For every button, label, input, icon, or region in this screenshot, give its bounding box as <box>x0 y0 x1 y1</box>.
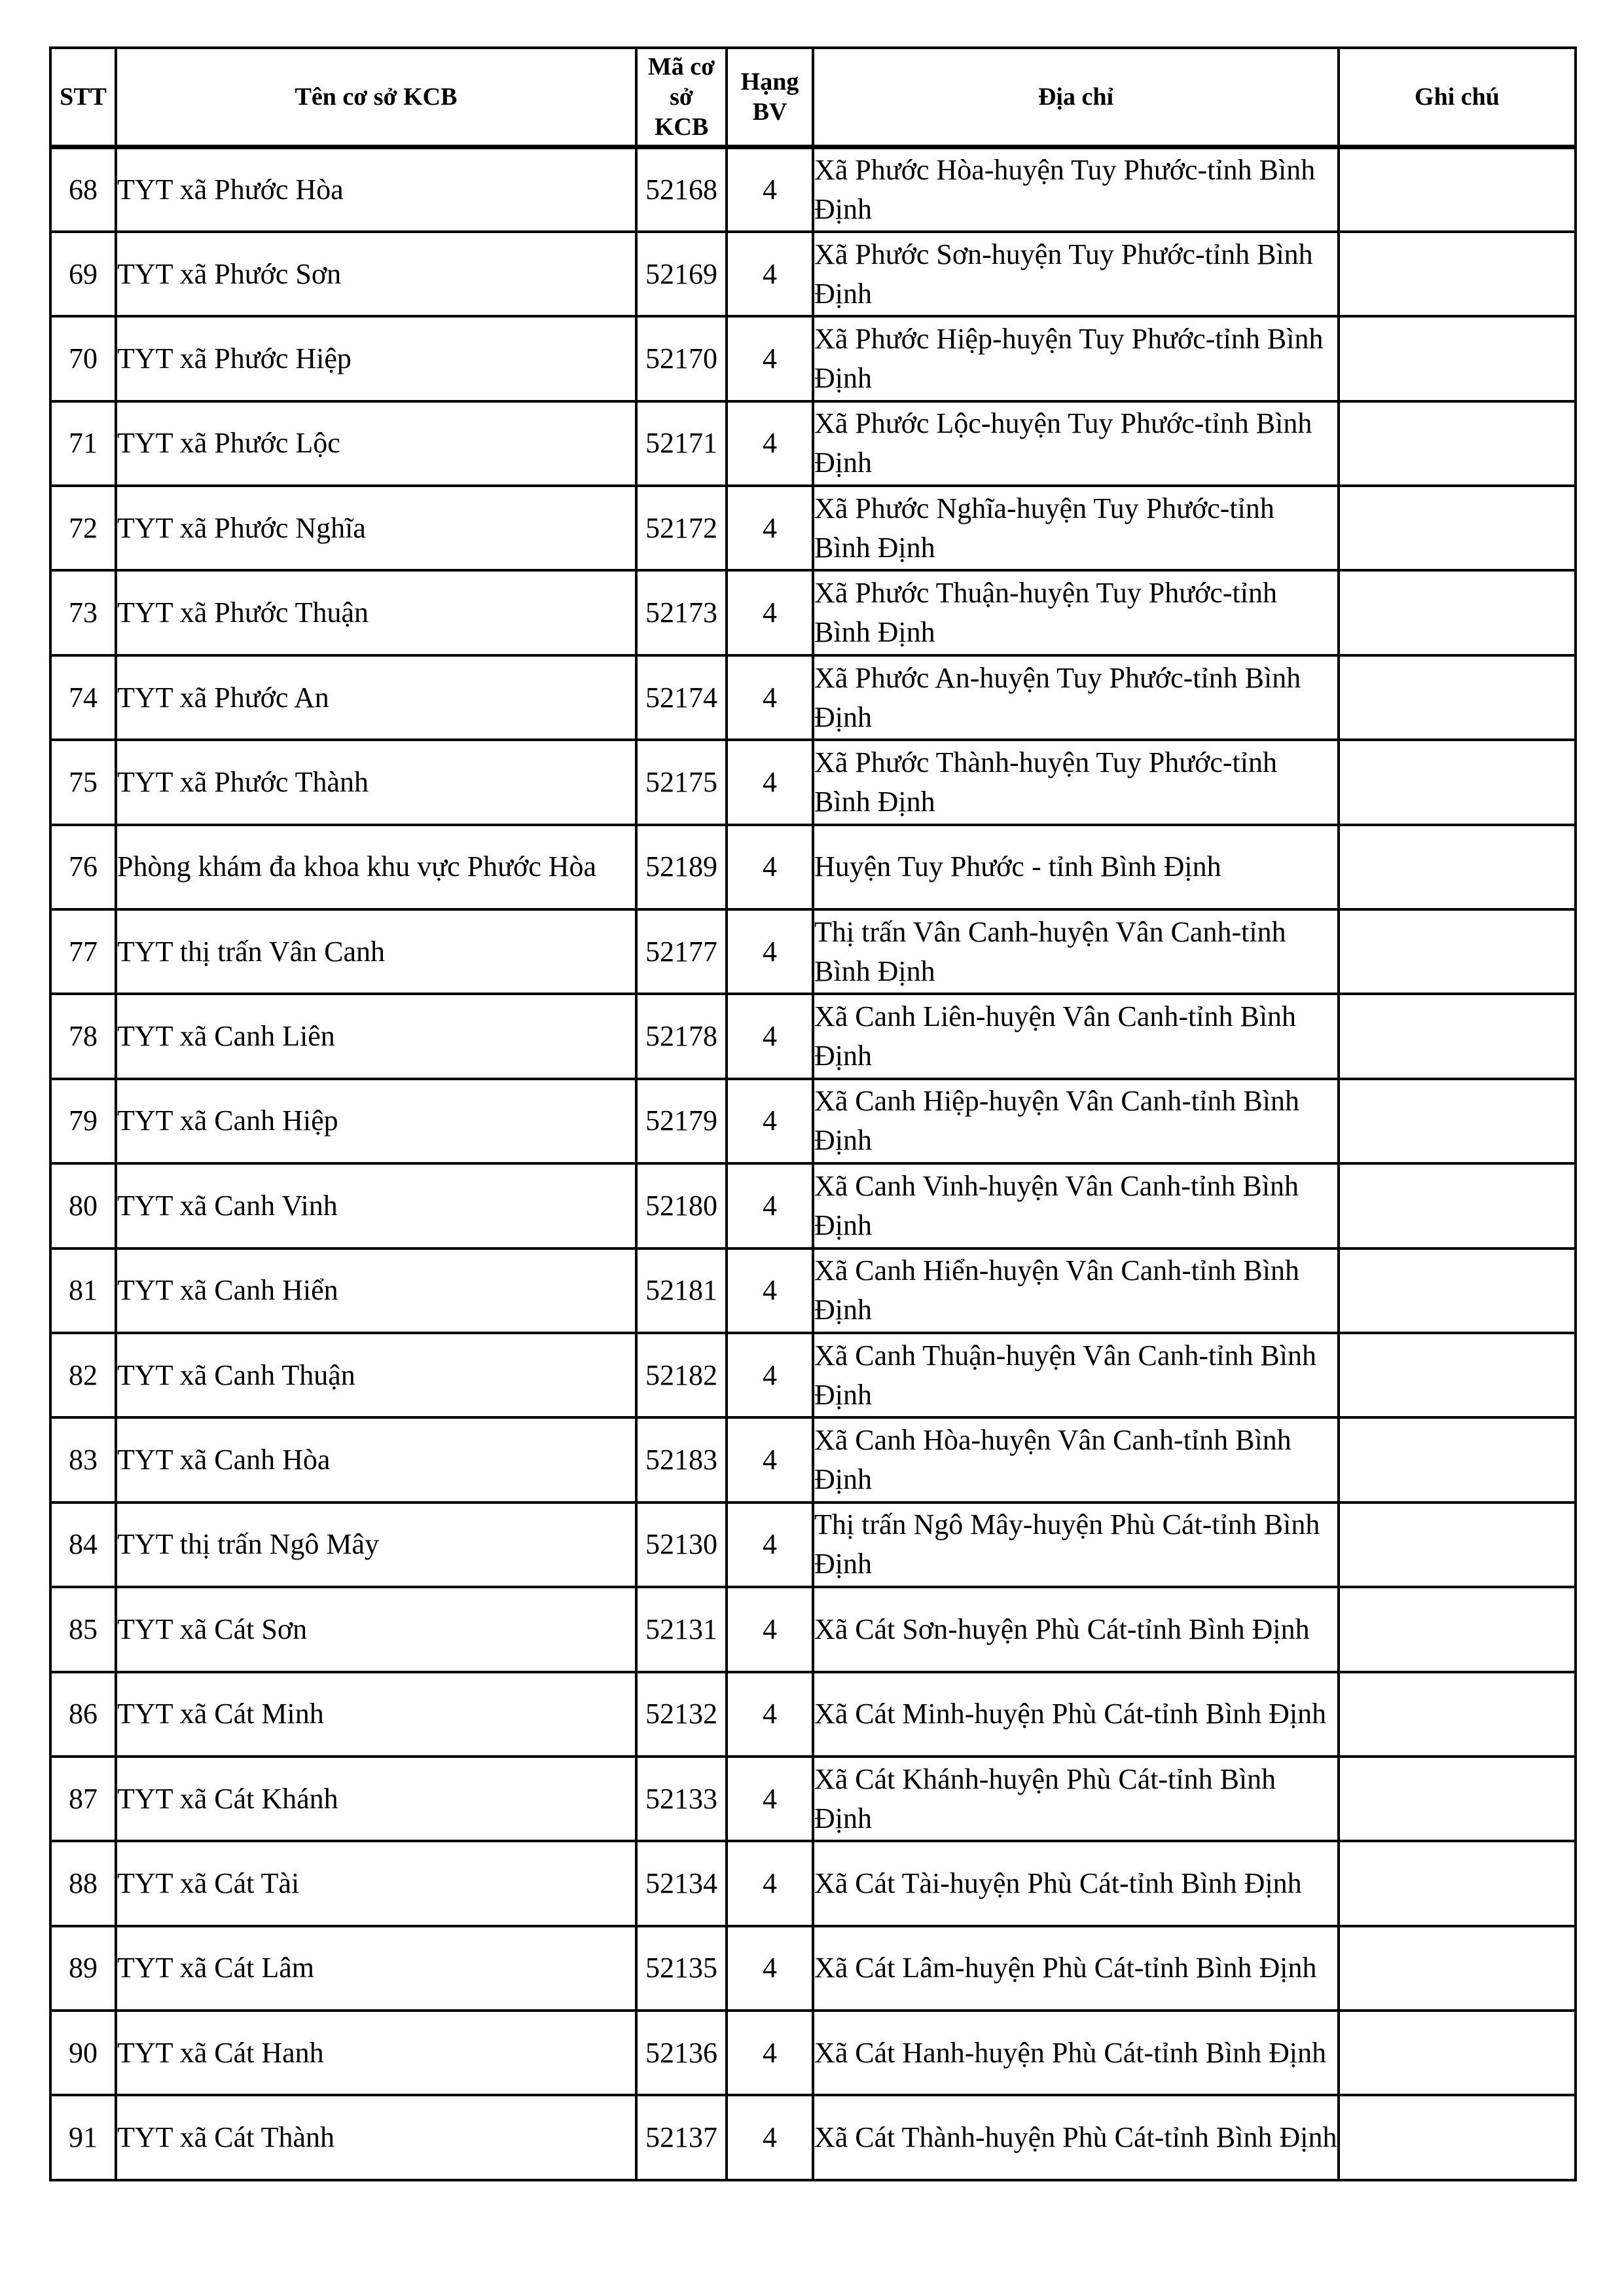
cell-name: TYT xã Cát Hanh <box>116 2011 636 2095</box>
table-row <box>50 1503 1576 1587</box>
cell-address: Xã Phước An-huyện Tuy Phước-tỉnh Bình Định <box>813 655 1339 740</box>
cell-note <box>1339 740 1576 824</box>
cell-address: Xã Canh Thuận-huyện Vân Canh-tỉnh Bình Định <box>813 1333 1339 1417</box>
cell-code: 52189 <box>636 825 727 909</box>
cell-code: 52134 <box>636 1841 727 1925</box>
cell-code: 52169 <box>636 232 727 316</box>
cell-rank: 4 <box>727 232 813 316</box>
cell-name: TYT xã Cát Tài <box>116 1841 636 1925</box>
cell-name: TYT xã Phước Thành <box>116 740 636 824</box>
cell-code: 52171 <box>636 401 727 486</box>
cell-code: 52172 <box>636 486 727 570</box>
cell-rank: 4 <box>727 316 813 401</box>
cell-address: Xã Phước Hòa-huyện Tuy Phước-tỉnh Bình Định <box>813 147 1339 232</box>
cell-stt: 74 <box>50 655 116 740</box>
cell-rank: 4 <box>727 147 813 232</box>
cell-rank: 4 <box>727 994 813 1078</box>
cell-name: TYT xã Canh Liên <box>116 994 636 1078</box>
cell-rank: 4 <box>727 655 813 740</box>
cell-name: TYT xã Phước Nghĩa <box>116 486 636 570</box>
facility-table <box>49 46 1577 2181</box>
cell-note <box>1339 486 1576 570</box>
cell-address: Xã Phước Hiệp-huyện Tuy Phước-tỉnh Bình Định <box>813 316 1339 401</box>
table-row <box>50 655 1576 740</box>
cell-stt: 76 <box>50 825 116 909</box>
cell-name: Phòng khám đa khoa khu vực Phước Hòa <box>116 825 636 909</box>
cell-rank: 4 <box>727 1587 813 1671</box>
cell-stt: 91 <box>50 2095 116 2179</box>
table-row <box>50 1333 1576 1417</box>
cell-rank: 4 <box>727 401 813 486</box>
cell-note <box>1339 2011 1576 2095</box>
cell-address: Xã Cát Lâm-huyện Phù Cát-tỉnh Bình Định <box>813 1926 1339 2011</box>
cell-stt: 86 <box>50 1672 116 1757</box>
cell-rank: 4 <box>727 1417 813 1502</box>
cell-code: 52136 <box>636 2011 727 2095</box>
cell-note <box>1339 570 1576 655</box>
cell-rank: 4 <box>727 2095 813 2179</box>
cell-stt: 80 <box>50 1163 116 1248</box>
cell-code: 52183 <box>636 1417 727 1502</box>
cell-name: TYT xã Cát Khánh <box>116 1757 636 1841</box>
table-row <box>50 147 1576 232</box>
cell-stt: 81 <box>50 1248 116 1333</box>
cell-code: 52173 <box>636 570 727 655</box>
cell-address: Xã Canh Hiệp-huyện Vân Canh-tỉnh Bình Định <box>813 1079 1339 1163</box>
cell-note <box>1339 1757 1576 1841</box>
cell-stt: 72 <box>50 486 116 570</box>
cell-code: 52131 <box>636 1587 727 1671</box>
cell-address: Xã Phước Nghĩa-huyện Tuy Phước-tỉnh Bình Định <box>813 486 1339 570</box>
cell-note <box>1339 1503 1576 1587</box>
cell-name: TYT xã Canh Hiệp <box>116 1079 636 1163</box>
header-name: Tên cơ sở KCB <box>116 48 636 147</box>
table-row <box>50 825 1576 909</box>
cell-code: 52168 <box>636 147 727 232</box>
cell-note <box>1339 401 1576 486</box>
cell-address: Xã Cát Hanh-huyện Phù Cát-tỉnh Bình Định <box>813 2011 1339 2095</box>
cell-code: 52180 <box>636 1163 727 1248</box>
cell-code: 52182 <box>636 1333 727 1417</box>
cell-note <box>1339 1672 1576 1757</box>
table-row <box>50 909 1576 994</box>
cell-address: Xã Canh Hiển-huyện Vân Canh-tỉnh Bình Định <box>813 1248 1339 1333</box>
cell-code: 52170 <box>636 316 727 401</box>
cell-address: Huyện Tuy Phước - tỉnh Bình Định <box>813 825 1339 909</box>
cell-address: Thị trấn Ngô Mây-huyện Phù Cát-tỉnh Bình Định <box>813 1503 1339 1587</box>
cell-stt: 73 <box>50 570 116 655</box>
cell-note <box>1339 316 1576 401</box>
cell-note <box>1339 1079 1576 1163</box>
cell-name: TYT xã Canh Hòa <box>116 1417 636 1502</box>
cell-name: TYT xã Cát Sơn <box>116 1587 636 1671</box>
cell-stt: 69 <box>50 232 116 316</box>
cell-name: TYT xã Canh Vinh <box>116 1163 636 1248</box>
table-row <box>50 1926 1576 2011</box>
cell-rank: 4 <box>727 486 813 570</box>
header-row <box>50 48 1576 147</box>
cell-code: 52130 <box>636 1503 727 1587</box>
header-rank-text: Hạng BV <box>740 68 799 126</box>
table-row <box>50 1163 1576 1248</box>
header-stt: STT <box>50 48 116 147</box>
cell-address: Xã Phước Thuận-huyện Tuy Phước-tỉnh Bình Định <box>813 570 1339 655</box>
cell-note <box>1339 1333 1576 1417</box>
cell-rank: 4 <box>727 1248 813 1333</box>
cell-note <box>1339 1163 1576 1248</box>
cell-rank: 4 <box>727 570 813 655</box>
table-row <box>50 1248 1576 1333</box>
cell-address: Xã Canh Vinh-huyện Vân Canh-tỉnh Bình Định <box>813 1163 1339 1248</box>
cell-stt: 75 <box>50 740 116 824</box>
table-row <box>50 1417 1576 1502</box>
cell-rank: 4 <box>727 1757 813 1841</box>
table-row <box>50 1757 1576 1841</box>
header-note: Ghi chú <box>1339 48 1576 147</box>
table-row <box>50 570 1576 655</box>
cell-rank: 4 <box>727 1672 813 1757</box>
cell-note <box>1339 1926 1576 2011</box>
cell-address: Xã Canh Liên-huyện Vân Canh-tỉnh Bình Định <box>813 994 1339 1078</box>
cell-name: TYT thị trấn Vân Canh <box>116 909 636 994</box>
table-row <box>50 232 1576 316</box>
cell-note <box>1339 909 1576 994</box>
cell-stt: 90 <box>50 2011 116 2095</box>
table-row <box>50 401 1576 486</box>
cell-stt: 89 <box>50 1926 116 2011</box>
cell-stt: 70 <box>50 316 116 401</box>
cell-rank: 4 <box>727 1079 813 1163</box>
cell-stt: 87 <box>50 1757 116 1841</box>
cell-address: Xã Phước Lộc-huyện Tuy Phước-tỉnh Bình Định <box>813 401 1339 486</box>
cell-address: Xã Phước Sơn-huyện Tuy Phước-tỉnh Bình Định <box>813 232 1339 316</box>
cell-stt: 77 <box>50 909 116 994</box>
cell-code: 52132 <box>636 1672 727 1757</box>
table-row <box>50 316 1576 401</box>
cell-stt: 68 <box>50 147 116 232</box>
cell-address: Thị trấn Vân Canh-huyện Vân Canh-tỉnh Bình Định <box>813 909 1339 994</box>
cell-note <box>1339 1417 1576 1502</box>
cell-name: TYT xã Canh Hiển <box>116 1248 636 1333</box>
cell-rank: 4 <box>727 1503 813 1587</box>
table-row <box>50 1079 1576 1163</box>
cell-address: Xã Cát Minh-huyện Phù Cát-tỉnh Bình Định <box>813 1672 1339 1757</box>
cell-code: 52179 <box>636 1079 727 1163</box>
header-code-text: Mã cơ sở KCB <box>647 53 715 141</box>
cell-note <box>1339 1841 1576 1925</box>
cell-rank: 4 <box>727 1926 813 2011</box>
table-row <box>50 1841 1576 1925</box>
cell-code: 52135 <box>636 1926 727 2011</box>
cell-code: 52181 <box>636 1248 727 1333</box>
cell-stt: 82 <box>50 1333 116 1417</box>
cell-address: Xã Cát Sơn-huyện Phù Cát-tỉnh Bình Định <box>813 1587 1339 1671</box>
table-row <box>50 486 1576 570</box>
cell-rank: 4 <box>727 909 813 994</box>
cell-code: 52174 <box>636 655 727 740</box>
cell-stt: 85 <box>50 1587 116 1671</box>
table-row <box>50 740 1576 824</box>
cell-rank: 4 <box>727 740 813 824</box>
cell-rank: 4 <box>727 2011 813 2095</box>
cell-name: TYT xã Phước Lộc <box>116 401 636 486</box>
cell-rank: 4 <box>727 1333 813 1417</box>
cell-name: TYT xã Phước An <box>116 655 636 740</box>
cell-name: TYT xã Phước Hòa <box>116 147 636 232</box>
cell-rank: 4 <box>727 825 813 909</box>
cell-code: 52178 <box>636 994 727 1078</box>
cell-name: TYT xã Cát Minh <box>116 1672 636 1757</box>
table-row <box>50 994 1576 1078</box>
header-address: Địa chỉ <box>813 48 1339 147</box>
cell-code: 52177 <box>636 909 727 994</box>
cell-note <box>1339 1248 1576 1333</box>
header-code <box>636 48 727 147</box>
cell-address: Xã Cát Khánh-huyện Phù Cát-tỉnh Bình Định <box>813 1757 1339 1841</box>
cell-code: 52137 <box>636 2095 727 2179</box>
cell-stt: 78 <box>50 994 116 1078</box>
cell-note <box>1339 2095 1576 2179</box>
cell-address: Xã Cát Tài-huyện Phù Cát-tỉnh Bình Định <box>813 1841 1339 1925</box>
cell-note <box>1339 825 1576 909</box>
cell-rank: 4 <box>727 1841 813 1925</box>
table-row <box>50 1672 1576 1757</box>
cell-address: Xã Canh Hòa-huyện Vân Canh-tỉnh Bình Định <box>813 1417 1339 1502</box>
cell-note <box>1339 994 1576 1078</box>
cell-rank: 4 <box>727 1163 813 1248</box>
cell-stt: 83 <box>50 1417 116 1502</box>
cell-code: 52175 <box>636 740 727 824</box>
cell-name: TYT xã Phước Hiệp <box>116 316 636 401</box>
cell-name: TYT xã Cát Thành <box>116 2095 636 2179</box>
cell-stt: 88 <box>50 1841 116 1925</box>
cell-note <box>1339 655 1576 740</box>
cell-stt: 84 <box>50 1503 116 1587</box>
cell-name: TYT thị trấn Ngô Mây <box>116 1503 636 1587</box>
cell-name: TYT xã Phước Sơn <box>116 232 636 316</box>
cell-note <box>1339 1587 1576 1671</box>
cell-stt: 71 <box>50 401 116 486</box>
table-row <box>50 2011 1576 2095</box>
cell-name: TYT xã Canh Thuận <box>116 1333 636 1417</box>
cell-note <box>1339 147 1576 232</box>
cell-address: Xã Phước Thành-huyện Tuy Phước-tỉnh Bình Định <box>813 740 1339 824</box>
cell-code: 52133 <box>636 1757 727 1841</box>
table-row <box>50 2095 1576 2179</box>
cell-stt: 79 <box>50 1079 116 1163</box>
header-rank <box>727 48 813 147</box>
cell-name: TYT xã Cát Lâm <box>116 1926 636 2011</box>
table-row <box>50 1587 1576 1671</box>
cell-name: TYT xã Phước Thuận <box>116 570 636 655</box>
cell-address: Xã Cát Thành-huyện Phù Cát-tỉnh Bình Định <box>813 2095 1339 2179</box>
cell-note <box>1339 232 1576 316</box>
